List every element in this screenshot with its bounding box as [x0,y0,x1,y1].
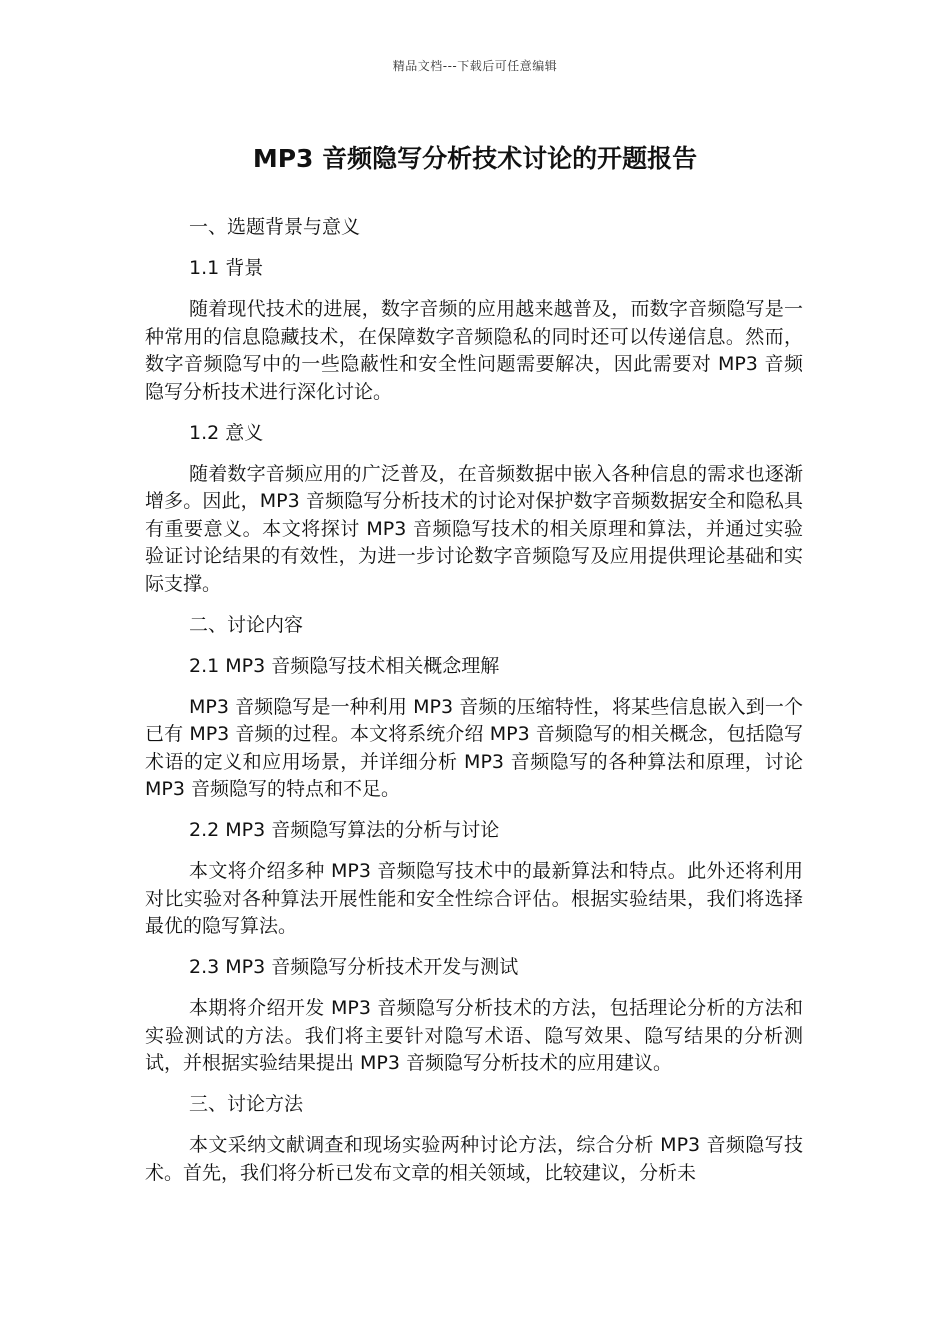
subsection-heading-2-2: 2.2 MP3 音频隐写算法的分析与讨论 [189,819,500,841]
document-title: MP3 音频隐写分析技术讨论的开题报告 [252,144,698,173]
subsection-heading-1-2: 1.2 意义 [189,421,264,444]
section-heading-content: 二、讨论内容 [189,613,304,636]
paragraph-algorithms: 本文将介绍多种 MP3 音频隐写技术中的最新算法和特点。此外还将利用对比实验对各种算法开展性能和安全性综合评估。根据实验结果，我们将选择最优的隐写算法。 [145,860,803,937]
paragraph-concepts: MP3 音频隐写是一种利用 MP3 音频的压缩特性，将某些信息嵌入到一个已有 MP3 音频的过程。本文将系统介绍 MP3 音频隐写的相关概念，包括隐写术语的定义和应用场景，并详细分析 MP3 音频隐写的各种算法和原理，讨论 MP3 音频隐写的特点和不足。 [145,695,803,800]
subsection-heading-2-3: 2.3 MP3 音频隐写分析技术开发与测试 [189,956,519,978]
paragraph-development-testing: 本期将介绍开发 MP3 音频隐写分析技术的方法，包括理论分析的方法和实验测试的方法。我们将主要针对隐写术语、隐写效果、隐写结果的分析测试，并根据实验结果提出 MP3 音频隐写分析技术的应用建议。 [145,997,803,1074]
paragraph-background: 随着现代技术的进展，数字音频的应用越来越普及，而数字音频隐写是一种常用的信息隐藏技术，在保障数字音频隐私的同时还可以传递信息。然而，数字音频隐写中的一些隐蔽性和安全性问题需要解决，因此需要对 MP3 音频隐写分析技术进行深化讨论。 [145,298,803,403]
subsection-heading-2-1: 2.1 MP3 音频隐写技术相关概念理解 [189,654,500,677]
section-heading-background-significance: 一、选题背景与意义 [189,216,361,238]
document-body [145,214,803,1201]
paragraph-methods: 本文采纳文献调查和现场实验两种讨论方法，综合分析 MP3 音频隐写技术。首先，我们将分析已发布文章的相关领域，比较建议，分析未 [145,1134,803,1184]
page-header-note: 精品文档---下载后可任意编辑 [392,59,558,73]
paragraph-significance: 随着数字音频应用的广泛普及，在音频数据中嵌入各种信息的需求也逐渐增多。因此，MP3 音频隐写分析技术的讨论对保护数字音频数据安全和隐私具有重要意义。本文将探讨 MP3 音频隐写技术的相关原理和算法，并通过实验验证讨论结果的有效性，为进一步讨论数字音频隐写及应用提供理论基础和实际支撑。 [145,462,803,595]
section-heading-methods: 三、讨论方法 [189,1093,304,1115]
subsection-heading-1-1: 1.1 背景 [189,257,264,279]
